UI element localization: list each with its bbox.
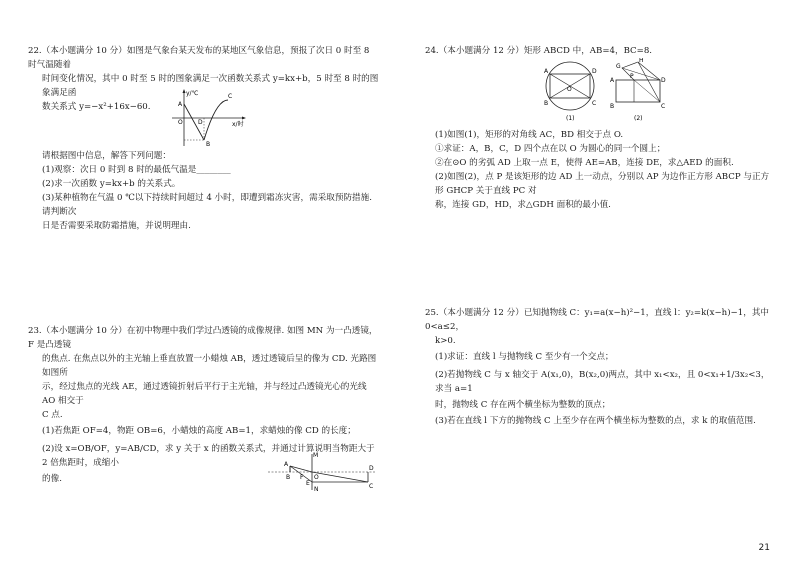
q23-fig-label-c: C [369,483,374,490]
q23-fig-label-a: A [284,461,289,468]
q25-part1: (1)求证：直线 l 与抛物线 C 至少有一个交点； [435,352,614,362]
q25-part2-line1: (2)若抛物线 C 与 x 轴交于 A(x₁,0)，B(x₂,0)两点，其中 x₁<x₂，且 0<x₁+1/3x₂<3，求当 a=1 [435,370,770,394]
q24-fig2-label-b: B [610,103,615,110]
q22-part1: (1)观察：次日 0 时到 8 时的最低气温是________ [42,165,231,175]
q23-fig-label-e: E [306,480,310,487]
q23-stem-line1: 23.（本小题满分 10 分）在初中物理中我们学过凸透镜的成像规律. 如图 MN 为一凸透镜，F 是凸透镜 [28,326,378,350]
q24-fig1-label-b: B [544,100,549,107]
q24-parts [425,128,775,212]
question-25 [425,306,775,428]
q24-fig1-label-c: C [592,100,597,107]
q24-part2-line2: 称，连接 GD，HD，求△GDH 面积的最小值. [435,200,611,210]
q24-fig2-label-d: D [661,77,666,84]
q25-part3: (3)若在直线 l 下方的抛物线 C 上至少存在两个横坐标为整数的点，求 k 的取值范围. [435,416,756,426]
q24-part1b: ②在⊙O 的劣弧 AD 上取一点 E，使得 AE=AB，连接 DE，求△AED 的面积. [435,158,734,168]
q23-fig-label-n: N [314,486,319,492]
q22-fig-label-c: C [228,93,233,100]
page-number: 21 [758,543,770,553]
q22-part2: (2)求一次函数 y=kx+b 的关系式。 [42,179,181,189]
q24-fig2-label-a: A [610,77,615,84]
q22-fig-xlabel: x/时 [232,121,244,128]
q23-fig-label-b: B [286,474,291,481]
q24-fig2-caption: (2) [634,115,643,122]
q24-part1a: ①求证：A，B，C，D 四个点在以 O 为圆心的同一个圆上； [435,144,666,154]
q22-fig-label-b: B [206,141,211,148]
q25-part2-line2: 时，抛物线 C 存在两个横坐标为整数的顶点； [435,400,611,410]
q25-stem-line1: 25.（本小题满分 12 分）已知抛物线 C：y₁=a(x−h)²−1，直线 l：y₂=k(x−h)−1，其中 0<a≤2， [425,308,770,332]
q23-stem-line4: C 点. [42,410,63,420]
q24-fig2-label-c: C [661,103,666,110]
question-24 [425,44,775,58]
q23-fig-label-m: M [313,452,319,459]
q24-fig1-label-a: A [544,68,549,75]
q24-part1: (1)如图(1)，矩形的对角线 AC，BD 相交于点 O. [435,130,624,140]
q22-parts [28,149,380,233]
q22-fig-label-a: A [178,101,183,108]
q22-part3-line2: 日是否需要采取防霜措施，并说明理由. [42,221,191,231]
q23-fig-label-d: D [369,465,374,472]
q23-fig-label-o: O [314,474,319,481]
q24-stem: 24.（本小题满分 12 分）矩形 ABCD 中，AB=4，BC=8. [425,46,653,56]
q24-fig2-label-h: H [639,58,644,64]
q23-lens-diagram [268,452,380,492]
q24-fig1-label-d: D [592,68,597,75]
q23-stem-line3: 示，经过焦点的光线 AE，通过透镜折射后平行于主光轴，并与经过凸透镜光心的光线 AO 相交于 [42,382,367,406]
q22-fig-label-d: D [198,119,203,126]
q22-stem-line3: 数关系式 y=−x²+16x−60. [42,102,151,112]
q23-stem-line2: 的焦点. 在焦点以外的主光轴上垂直放置一小蜡烛 AB，透过透镜后呈的像为 CD. 光路图如图所 [42,354,377,378]
q25-stem-line2: k>0. [435,336,456,346]
q22-fig-ylabel: y/℃ [186,90,199,97]
q22-temperature-graph [168,88,248,150]
q24-figure-1-circle-rectangle [540,58,600,122]
q23-part2b: 的像. [42,474,62,484]
q22-fig-label-o: O [178,119,183,126]
q24-fig2-label-g: G [616,63,621,70]
q24-fig1-caption: (1) [566,115,575,122]
q24-figure-2-squares [608,58,668,122]
q22-part3-line1: (3)某种植物在气温 0 ℃以下持续时间超过 4 小时，即遭到霜冻灾害，需采取预防措施. 请判断次 [42,193,372,217]
q23-fig-label-f: F [300,474,304,481]
q22-stem-line2: 时间变化情况，其中 0 时至 5 时的图象满足一次函数关系式 y=kx+b，5 时至 8 时的图象满足函 [42,74,379,98]
q24-fig1-label-o: O [567,86,572,93]
q24-fig2-label-p: P [630,73,634,80]
q23-part1: (1)若焦距 OF=4，物距 OB=6，小蜡烛的高度 AB=1，求蜡烛的像 CD 的长度； [42,426,356,436]
q23-part2: (2)设 x=OB/OF，y=AB/CD，求 y 关于 x 的函数关系式，并通过计算说明当物距大于 2 倍焦距时，成缩小 [42,444,375,468]
q24-part2-line1: (2)如图(2)，点 P 是该矩形的边 AD 上一动点，分别以 AP 为边作正方形 ABCP 与正方形 GHCP 关于直线 PC 对 [435,172,770,196]
q22-stem-line1: 22.（本小题满分 10 分）如图是气象台某天发布的某地区气象信息，预报了次日 0 时至 8 时气温随着 [28,46,370,70]
q22-intro: 请根据图中信息，解答下列问题： [42,151,171,161]
